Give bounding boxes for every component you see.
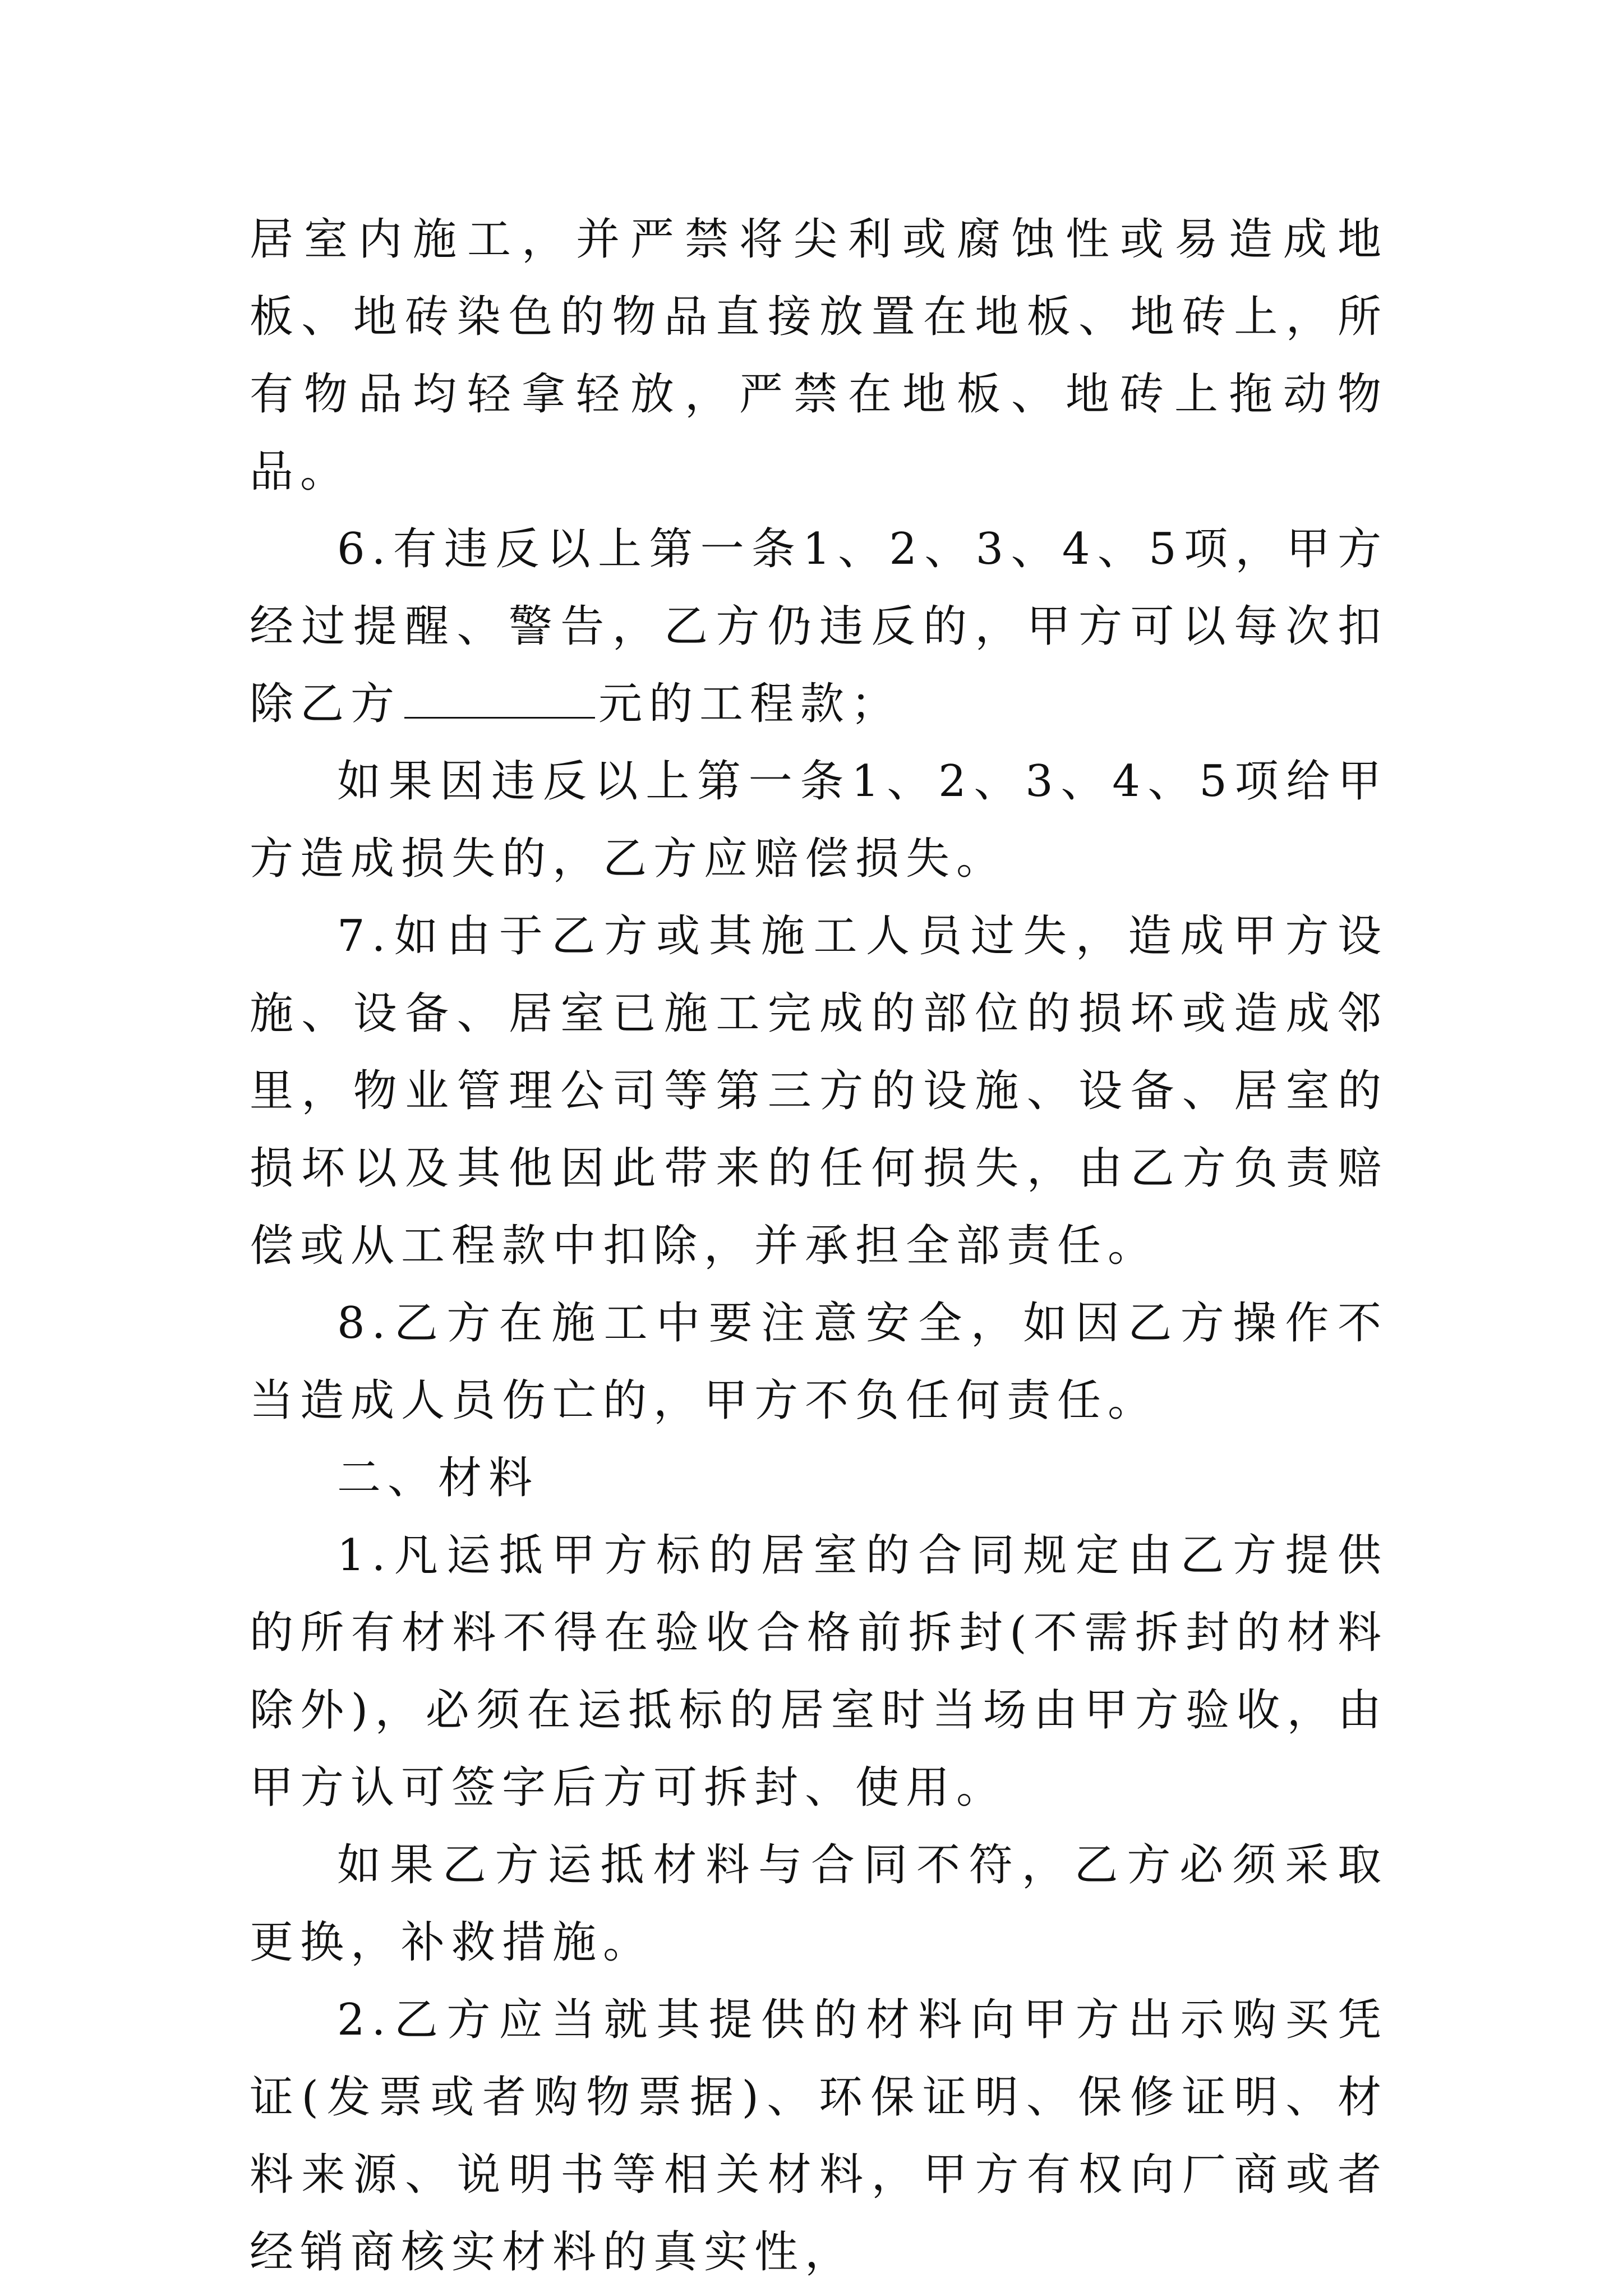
paragraph-clause-6 — [250, 510, 1388, 743]
paragraph-materials-1-remedy: 如果乙方运抵材料与合同不符，乙方必须采取更换，补救措施。 — [250, 1840, 1388, 1968]
paragraph-clause-6-damages: 如果因违反以上第一条1、2、3、4、5项给甲方造成损失的，乙方应赔偿损失。 — [250, 756, 1388, 884]
paragraph-clause-7: 7.如由于乙方或其施工人员过失，造成甲方设施、设备、居室已施工完成的部位的损坏或造成邻里，物业管理公司等第三方的设施、设备、居室的损坏以及其他因此带来的任何损失，由乙方负责赔偿或从工程款中扣除，并承担全部责任。 — [250, 911, 1388, 1271]
deduction-amount-blank — [404, 680, 595, 719]
clause-6-text-after: 元的工程款； — [598, 679, 902, 729]
paragraph-clause-8: 8.乙方在施工中要注意安全，如因乙方操作不当造成人员伤亡的，甲方不负任何责任。 — [250, 1298, 1388, 1426]
document-body — [250, 201, 1388, 2291]
section-heading-materials: 二、材料 — [337, 1453, 540, 1503]
clause-6-text-before: 6.有违反以上第一条1、2、3、4、5项，甲方经过提醒、警告，乙方仍违反的，甲方可以每次扣除乙方 — [250, 524, 1388, 729]
paragraph-materials-1: 1.凡运抵甲方标的居室的合同规定由乙方提供的所有材料不得在验收合格前拆封(不需拆封的材料除外)，必须在运抵标的居室时当场由甲方验收，由甲方认可签字后方可拆封、使用。 — [250, 1530, 1388, 1813]
paragraph-materials-2: 2.乙方应当就其提供的材料向甲方出示购买凭证(发票或者购物票据)、环保证明、保修证明、材料来源、说明书等相关材料，甲方有权向厂商或者经销商核实材料的真实性， — [250, 1995, 1388, 2277]
paragraph-construction-care: 居室内施工，并严禁将尖利或腐蚀性或易造成地板、地砖染色的物品直接放置在地板、地砖上，所有物品均轻拿轻放，严禁在地板、地砖上拖动物品。 — [250, 214, 1388, 497]
